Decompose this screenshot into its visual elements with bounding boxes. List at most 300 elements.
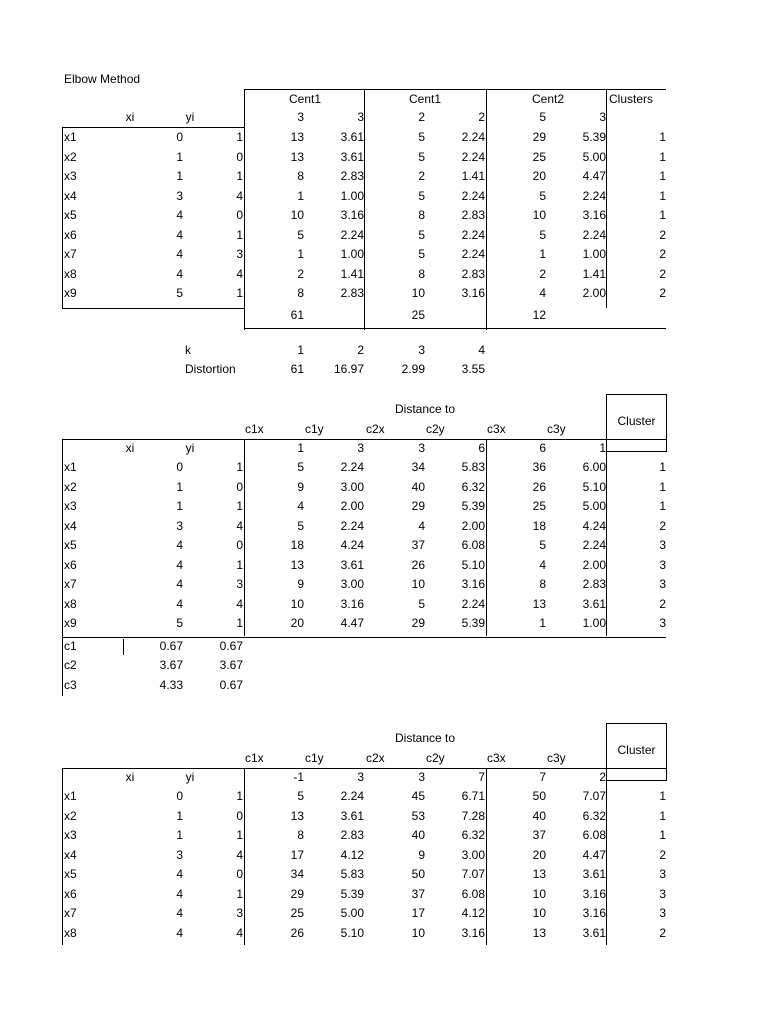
col-border <box>244 439 245 636</box>
table-cell-yi: 1 <box>236 616 243 630</box>
left-border <box>62 439 63 696</box>
table-cell-d2: 10 <box>411 286 425 300</box>
table-cell-xi: 5 <box>176 616 183 630</box>
table-cell-s3: 2.24 <box>582 188 606 203</box>
table-cell-cl: 1 <box>659 169 666 183</box>
table-cell-d1: 29 <box>290 886 304 901</box>
table-cell-s1: 3.61 <box>340 130 364 144</box>
centroid-y: 0.67 <box>219 638 243 653</box>
table-cell-yi: 1 <box>236 557 243 572</box>
table-cell-d3: 13 <box>532 925 546 940</box>
row-label: x2 <box>64 149 77 164</box>
table-cell-cl: 3 <box>659 867 666 881</box>
k-value: 2 <box>357 343 364 357</box>
table-cell-xi: 4 <box>176 577 183 591</box>
centroid-value: 1 <box>599 441 606 455</box>
table-cell-d1: 5 <box>297 518 304 533</box>
row-label: x6 <box>64 227 77 242</box>
table-cell-s2: 6.32 <box>461 828 485 842</box>
table-cell-d2: 53 <box>411 808 425 823</box>
table-cell-xi: 0 <box>176 789 183 803</box>
total-distortion: 25 <box>411 307 425 322</box>
row-label: x6 <box>64 557 77 572</box>
table-cell-d3: 37 <box>532 828 546 842</box>
table-cell-d3: 26 <box>532 479 546 494</box>
table-cell-cl: 1 <box>659 208 666 222</box>
table-cell-yi: 4 <box>236 266 243 281</box>
centroid-value: 3 <box>297 110 304 124</box>
table-cell-xi: 4 <box>176 247 183 261</box>
table-cell-d3: 13 <box>532 596 546 611</box>
row-label: x1 <box>64 460 77 474</box>
header-border <box>62 439 666 440</box>
table-cell-d1: 17 <box>290 847 304 862</box>
table-cell-xi: 4 <box>176 867 183 881</box>
header-cent1-second: Cent1 <box>408 92 442 106</box>
centroid-value: 2 <box>599 770 606 784</box>
table-cell-d3: 50 <box>532 789 546 803</box>
row-label: x4 <box>64 188 77 203</box>
centroid-value: 3 <box>357 110 364 124</box>
centroid-label: c2y <box>426 751 445 765</box>
cluster-header: Cluster <box>617 743 656 757</box>
table-cell-s1: 3.61 <box>340 149 364 164</box>
table-cell-s2: 2.24 <box>461 227 485 242</box>
row-label: x3 <box>64 828 77 842</box>
table-cell-cl: 3 <box>659 577 666 591</box>
table-cell-d2: 10 <box>411 925 425 940</box>
table-cell-xi: 4 <box>176 266 183 281</box>
table-cell-d3: 20 <box>532 169 546 183</box>
table-cell-d2: 9 <box>418 847 425 862</box>
table-cell-d3: 40 <box>532 808 546 823</box>
centroid-y: 0.67 <box>219 677 243 692</box>
table-cell-yi: 1 <box>236 499 243 513</box>
table-cell-s3: 2.24 <box>582 227 606 242</box>
table-cell-s1: 2.83 <box>340 828 364 842</box>
table-cell-d2: 4 <box>418 518 425 533</box>
table-cell-yi: 4 <box>236 596 243 611</box>
table-cell-yi: 0 <box>236 808 243 823</box>
centroid-value: -1 <box>293 770 304 784</box>
centroid-label: c3y <box>547 422 566 436</box>
table-cell-d3: 10 <box>532 886 546 901</box>
table-cell-s3: 6.32 <box>582 808 606 823</box>
row-label: x9 <box>64 286 77 300</box>
table-cell-s1: 2.83 <box>340 169 364 183</box>
row-label: x3 <box>64 169 77 183</box>
centroid-value: 2 <box>478 110 485 124</box>
table-cell-s2: 7.07 <box>461 867 485 881</box>
table-cell-s3: 2.24 <box>582 538 606 552</box>
bottom-border <box>62 308 244 309</box>
table-cell-xi: 1 <box>176 169 183 183</box>
centroid-value: 3 <box>418 770 425 784</box>
table-cell-d3: 2 <box>539 266 546 281</box>
column-header-xi: xi <box>125 770 135 784</box>
centroid-label: c1y <box>305 422 324 436</box>
table-cell-s1: 2.83 <box>340 286 364 300</box>
row-label: x6 <box>64 886 77 901</box>
row-label: x9 <box>64 616 77 630</box>
table-cell-d1: 8 <box>297 169 304 183</box>
table-cell-s3: 3.16 <box>582 208 606 222</box>
table-cell-cl: 2 <box>659 596 666 611</box>
table-cell-d2: 8 <box>418 208 425 222</box>
table-cell-cl: 1 <box>659 828 666 842</box>
table-cell-d1: 9 <box>297 577 304 591</box>
table-cell-s3: 5.00 <box>582 149 606 164</box>
table-cell-cl: 3 <box>659 886 666 901</box>
col-border <box>364 89 365 330</box>
table-cell-d1: 9 <box>297 479 304 494</box>
table-cell-yi: 3 <box>236 577 243 591</box>
table-cell-s1: 3.00 <box>340 577 364 591</box>
table-cell-cl: 1 <box>659 499 666 513</box>
table-cell-d1: 1 <box>297 247 304 261</box>
centroid-label: c1x <box>245 751 264 765</box>
table-cell-s3: 4.47 <box>582 847 606 862</box>
table-cell-s2: 2.24 <box>461 149 485 164</box>
centroid-value: 6 <box>539 441 546 455</box>
table-cell-s2: 2.00 <box>461 518 485 533</box>
col-border <box>486 439 487 636</box>
table-cell-xi: 3 <box>176 518 183 533</box>
table-cell-yi: 0 <box>236 149 243 164</box>
table-cell-s2: 6.32 <box>461 479 485 494</box>
row-label: x7 <box>64 247 77 261</box>
table-cell-yi: 1 <box>236 169 243 183</box>
table-cell-d1: 13 <box>290 149 304 164</box>
table-cell-s1: 4.47 <box>340 616 364 630</box>
table-cell-xi: 0 <box>176 460 183 474</box>
table-cell-yi: 0 <box>236 208 243 222</box>
column-header-xi: xi <box>125 441 135 455</box>
centroid-value: 2 <box>418 110 425 124</box>
table-cell-d3: 10 <box>532 906 546 920</box>
table-cell-s2: 2.24 <box>461 188 485 203</box>
k-value: 3 <box>418 343 425 357</box>
table-cell-s3: 6.08 <box>582 828 606 842</box>
row-label: x8 <box>64 925 77 940</box>
table-cell-s1: 3.61 <box>340 557 364 572</box>
row-label: x1 <box>64 789 77 803</box>
table-cell-s1: 1.41 <box>340 266 364 281</box>
table-cell-cl: 3 <box>659 557 666 572</box>
table-cell-d3: 36 <box>532 460 546 474</box>
centroid-label: c2x <box>366 422 385 436</box>
col-border <box>606 439 607 636</box>
table-cell-yi: 3 <box>236 247 243 261</box>
table-cell-cl: 1 <box>659 188 666 203</box>
table-cell-cl: 1 <box>659 479 666 494</box>
col-border <box>486 768 487 945</box>
table-cell-s2: 5.39 <box>461 616 485 630</box>
table-cell-d2: 50 <box>411 867 425 881</box>
bottom-border <box>244 328 666 329</box>
table-cell-xi: 1 <box>176 828 183 842</box>
table-cell-s2: 6.08 <box>461 538 485 552</box>
k-value: 1 <box>297 343 304 357</box>
table-cell-s2: 7.28 <box>461 808 485 823</box>
left-border <box>62 127 63 308</box>
table-cell-xi: 1 <box>176 499 183 513</box>
table-cell-s2: 1.41 <box>461 169 485 183</box>
centroid-label: c2x <box>366 751 385 765</box>
table-cell-d3: 1 <box>539 247 546 261</box>
table-cell-d3: 10 <box>532 208 546 222</box>
table-cell-yi: 1 <box>236 460 243 474</box>
table-cell-d2: 8 <box>418 266 425 281</box>
table-cell-yi: 4 <box>236 847 243 862</box>
table-cell-s1: 5.39 <box>340 886 364 901</box>
table-cell-cl: 2 <box>659 847 666 862</box>
table-cell-yi: 0 <box>236 538 243 552</box>
table-cell-xi: 1 <box>176 479 183 494</box>
row-label: x8 <box>64 266 77 281</box>
table-cell-s2: 2.24 <box>461 596 485 611</box>
table-cell-s2: 3.16 <box>461 577 485 591</box>
table-cell-d3: 5 <box>539 227 546 242</box>
table-cell-d3: 4 <box>539 286 546 300</box>
table-cell-d2: 5 <box>418 188 425 203</box>
table-cell-xi: 1 <box>176 808 183 823</box>
table-cell-d2: 45 <box>411 789 425 803</box>
table-cell-s3: 1.00 <box>582 616 606 630</box>
table-cell-xi: 5 <box>176 286 183 300</box>
table-cell-xi: 3 <box>176 847 183 862</box>
column-header-yi: yi <box>185 770 195 784</box>
centroid-label: c3y <box>547 751 566 765</box>
table-cell-s2: 6.08 <box>461 886 485 901</box>
table-cell-xi: 4 <box>176 557 183 572</box>
centroid-x: 0.67 <box>159 638 183 653</box>
table-cell-d3: 1 <box>539 616 546 630</box>
total-distortion: 61 <box>290 307 304 322</box>
distance-to-header: Distance to <box>394 402 456 416</box>
table-cell-yi: 0 <box>236 867 243 881</box>
page-title: Elbow Method <box>64 72 141 86</box>
table-cell-s2: 6.71 <box>461 789 485 803</box>
table-cell-s1: 2.24 <box>340 460 364 474</box>
header-border <box>62 127 244 128</box>
centroid-value: 3 <box>599 110 606 124</box>
header-border <box>62 768 666 769</box>
table-cell-cl: 3 <box>659 616 666 630</box>
table-cell-s2: 3.16 <box>461 925 485 940</box>
table-cell-yi: 3 <box>236 906 243 920</box>
distance-to-header: Distance to <box>394 731 456 745</box>
table-cell-s1: 1.00 <box>340 188 364 203</box>
table-cell-d1: 18 <box>290 538 304 552</box>
table-cell-d3: 4 <box>539 557 546 572</box>
table-cell-d3: 25 <box>532 499 546 513</box>
table-cell-yi: 1 <box>236 286 243 300</box>
table-cell-d2: 5 <box>418 149 425 164</box>
table-cell-cl: 1 <box>659 808 666 823</box>
centroid-x: 3.67 <box>159 658 183 672</box>
table-cell-d1: 4 <box>297 499 304 513</box>
table-cell-cl: 2 <box>659 286 666 300</box>
table-cell-d1: 25 <box>290 906 304 920</box>
distortion-label: Distortion <box>185 362 236 376</box>
table-cell-s1: 2.00 <box>340 499 364 513</box>
table-cell-d1: 13 <box>290 808 304 823</box>
table-cell-d2: 34 <box>411 460 425 474</box>
table-cell-d2: 5 <box>418 227 425 242</box>
row-label: x7 <box>64 906 77 920</box>
centroid-value: 3 <box>418 441 425 455</box>
table-cell-cl: 1 <box>659 460 666 474</box>
table-cell-cl: 1 <box>659 130 666 144</box>
distortion-value: 61 <box>290 362 304 376</box>
table-cell-xi: 0 <box>176 130 183 144</box>
col-border <box>606 768 607 945</box>
table-cell-d1: 13 <box>290 130 304 144</box>
table-cell-yi: 1 <box>236 828 243 842</box>
table-cell-s1: 4.24 <box>340 538 364 552</box>
table-cell-d1: 20 <box>290 616 304 630</box>
header-cent1: Cent1 <box>288 92 322 106</box>
table-cell-d2: 10 <box>411 577 425 591</box>
table-cell-yi: 1 <box>236 227 243 242</box>
bottom-border <box>62 637 666 638</box>
table-cell-cl: 2 <box>659 518 666 533</box>
table-cell-xi: 4 <box>176 208 183 222</box>
k-value: 4 <box>478 343 485 357</box>
table-cell-d1: 5 <box>297 227 304 242</box>
table-cell-s3: 5.00 <box>582 499 606 513</box>
table-cell-s3: 1.41 <box>582 266 606 281</box>
table-cell-s2: 5.39 <box>461 499 485 513</box>
table-cell-d1: 26 <box>290 925 304 940</box>
table-cell-s2: 4.12 <box>461 906 485 920</box>
centroid-y: 3.67 <box>219 658 243 672</box>
table-cell-d1: 13 <box>290 557 304 572</box>
table-cell-s2: 2.83 <box>461 266 485 281</box>
table-cell-s1: 3.61 <box>340 808 364 823</box>
table-cell-yi: 4 <box>236 188 243 203</box>
table-cell-d3: 13 <box>532 867 546 881</box>
centroid-value: 7 <box>478 770 485 784</box>
header-clusters: Clusters <box>608 92 653 106</box>
table-cell-s2: 2.24 <box>461 247 485 261</box>
table-cell-d2: 29 <box>411 499 425 513</box>
table-cell-s1: 2.24 <box>340 518 364 533</box>
table-cell-s2: 3.16 <box>461 286 485 300</box>
table-cell-cl: 2 <box>659 925 666 940</box>
cell-border <box>123 639 124 655</box>
table-cell-yi: 4 <box>236 518 243 533</box>
cluster-header: Cluster <box>617 414 656 428</box>
table-cell-s3: 4.24 <box>582 518 606 533</box>
distortion-value: 2.99 <box>401 362 425 376</box>
centroid-value: 5 <box>539 110 546 124</box>
table-cell-d1: 34 <box>290 867 304 881</box>
table-cell-xi: 1 <box>176 149 183 164</box>
table-cell-s1: 3.00 <box>340 479 364 494</box>
table-cell-xi: 4 <box>176 538 183 552</box>
table-cell-cl: 3 <box>659 538 666 552</box>
table-cell-d2: 5 <box>418 130 425 144</box>
col-border <box>606 89 607 308</box>
centroid-value: 3 <box>357 441 364 455</box>
table-cell-s3: 3.16 <box>582 906 606 920</box>
table-cell-s2: 2.24 <box>461 130 485 144</box>
table-cell-xi: 4 <box>176 886 183 901</box>
table-cell-d2: 37 <box>411 886 425 901</box>
table-cell-s1: 5.10 <box>340 925 364 940</box>
table-cell-d1: 8 <box>297 286 304 300</box>
table-cell-s3: 6.00 <box>582 460 606 474</box>
table-cell-d1: 8 <box>297 828 304 842</box>
column-header-xi: xi <box>125 110 135 124</box>
table-cell-d1: 1 <box>297 188 304 203</box>
table-cell-yi: 1 <box>236 886 243 901</box>
table-cell-d3: 18 <box>532 518 546 533</box>
table-cell-d1: 10 <box>290 596 304 611</box>
table-cell-s3: 4.47 <box>582 169 606 183</box>
table-cell-d1: 10 <box>290 208 304 222</box>
table-cell-s2: 3.00 <box>461 847 485 862</box>
table-cell-d3: 5 <box>539 188 546 203</box>
table-cell-d2: 40 <box>411 828 425 842</box>
cell-border <box>244 112 245 127</box>
table-cell-d3: 25 <box>532 149 546 164</box>
centroid-value: 3 <box>357 770 364 784</box>
centroid-value: 1 <box>297 441 304 455</box>
centroid-value: 7 <box>539 770 546 784</box>
table-cell-cl: 1 <box>659 789 666 803</box>
row-label: x8 <box>64 596 77 611</box>
table-cell-s1: 2.24 <box>340 789 364 803</box>
table-cell-xi: 4 <box>176 906 183 920</box>
table-cell-yi: 1 <box>236 789 243 803</box>
table-cell-s3: 1.00 <box>582 247 606 261</box>
centroid-label: c2y <box>426 422 445 436</box>
table-cell-s3: 3.16 <box>582 886 606 901</box>
row-label: x2 <box>64 808 77 823</box>
k-label: k <box>185 343 191 357</box>
table-cell-s2: 2.83 <box>461 208 485 222</box>
row-label: x1 <box>64 130 77 144</box>
table-cell-d2: 37 <box>411 538 425 552</box>
row-label: x2 <box>64 479 77 494</box>
table-cell-d2: 40 <box>411 479 425 494</box>
table-cell-cl: 1 <box>659 149 666 164</box>
row-label: x5 <box>64 208 77 222</box>
table-cell-s3: 5.39 <box>582 130 606 144</box>
table-cell-yi: 4 <box>236 925 243 940</box>
row-label: x4 <box>64 518 77 533</box>
table-cell-s1: 5.83 <box>340 867 364 881</box>
table-cell-s3: 2.00 <box>582 557 606 572</box>
table-cell-cl: 2 <box>659 227 666 242</box>
top-border <box>244 89 666 90</box>
table-cell-d2: 2 <box>418 169 425 183</box>
table-cell-s3: 2.83 <box>582 577 606 591</box>
centroid-row-label: c1 <box>64 638 77 653</box>
table-cell-s3: 3.61 <box>582 925 606 940</box>
table-cell-yi: 1 <box>236 130 243 144</box>
column-header-yi: yi <box>185 110 195 124</box>
table-cell-cl: 3 <box>659 906 666 920</box>
table-cell-cl: 2 <box>659 247 666 261</box>
left-border <box>62 768 63 945</box>
table-cell-s1: 5.00 <box>340 906 364 920</box>
table-cell-d1: 2 <box>297 266 304 281</box>
table-cell-d3: 8 <box>539 577 546 591</box>
